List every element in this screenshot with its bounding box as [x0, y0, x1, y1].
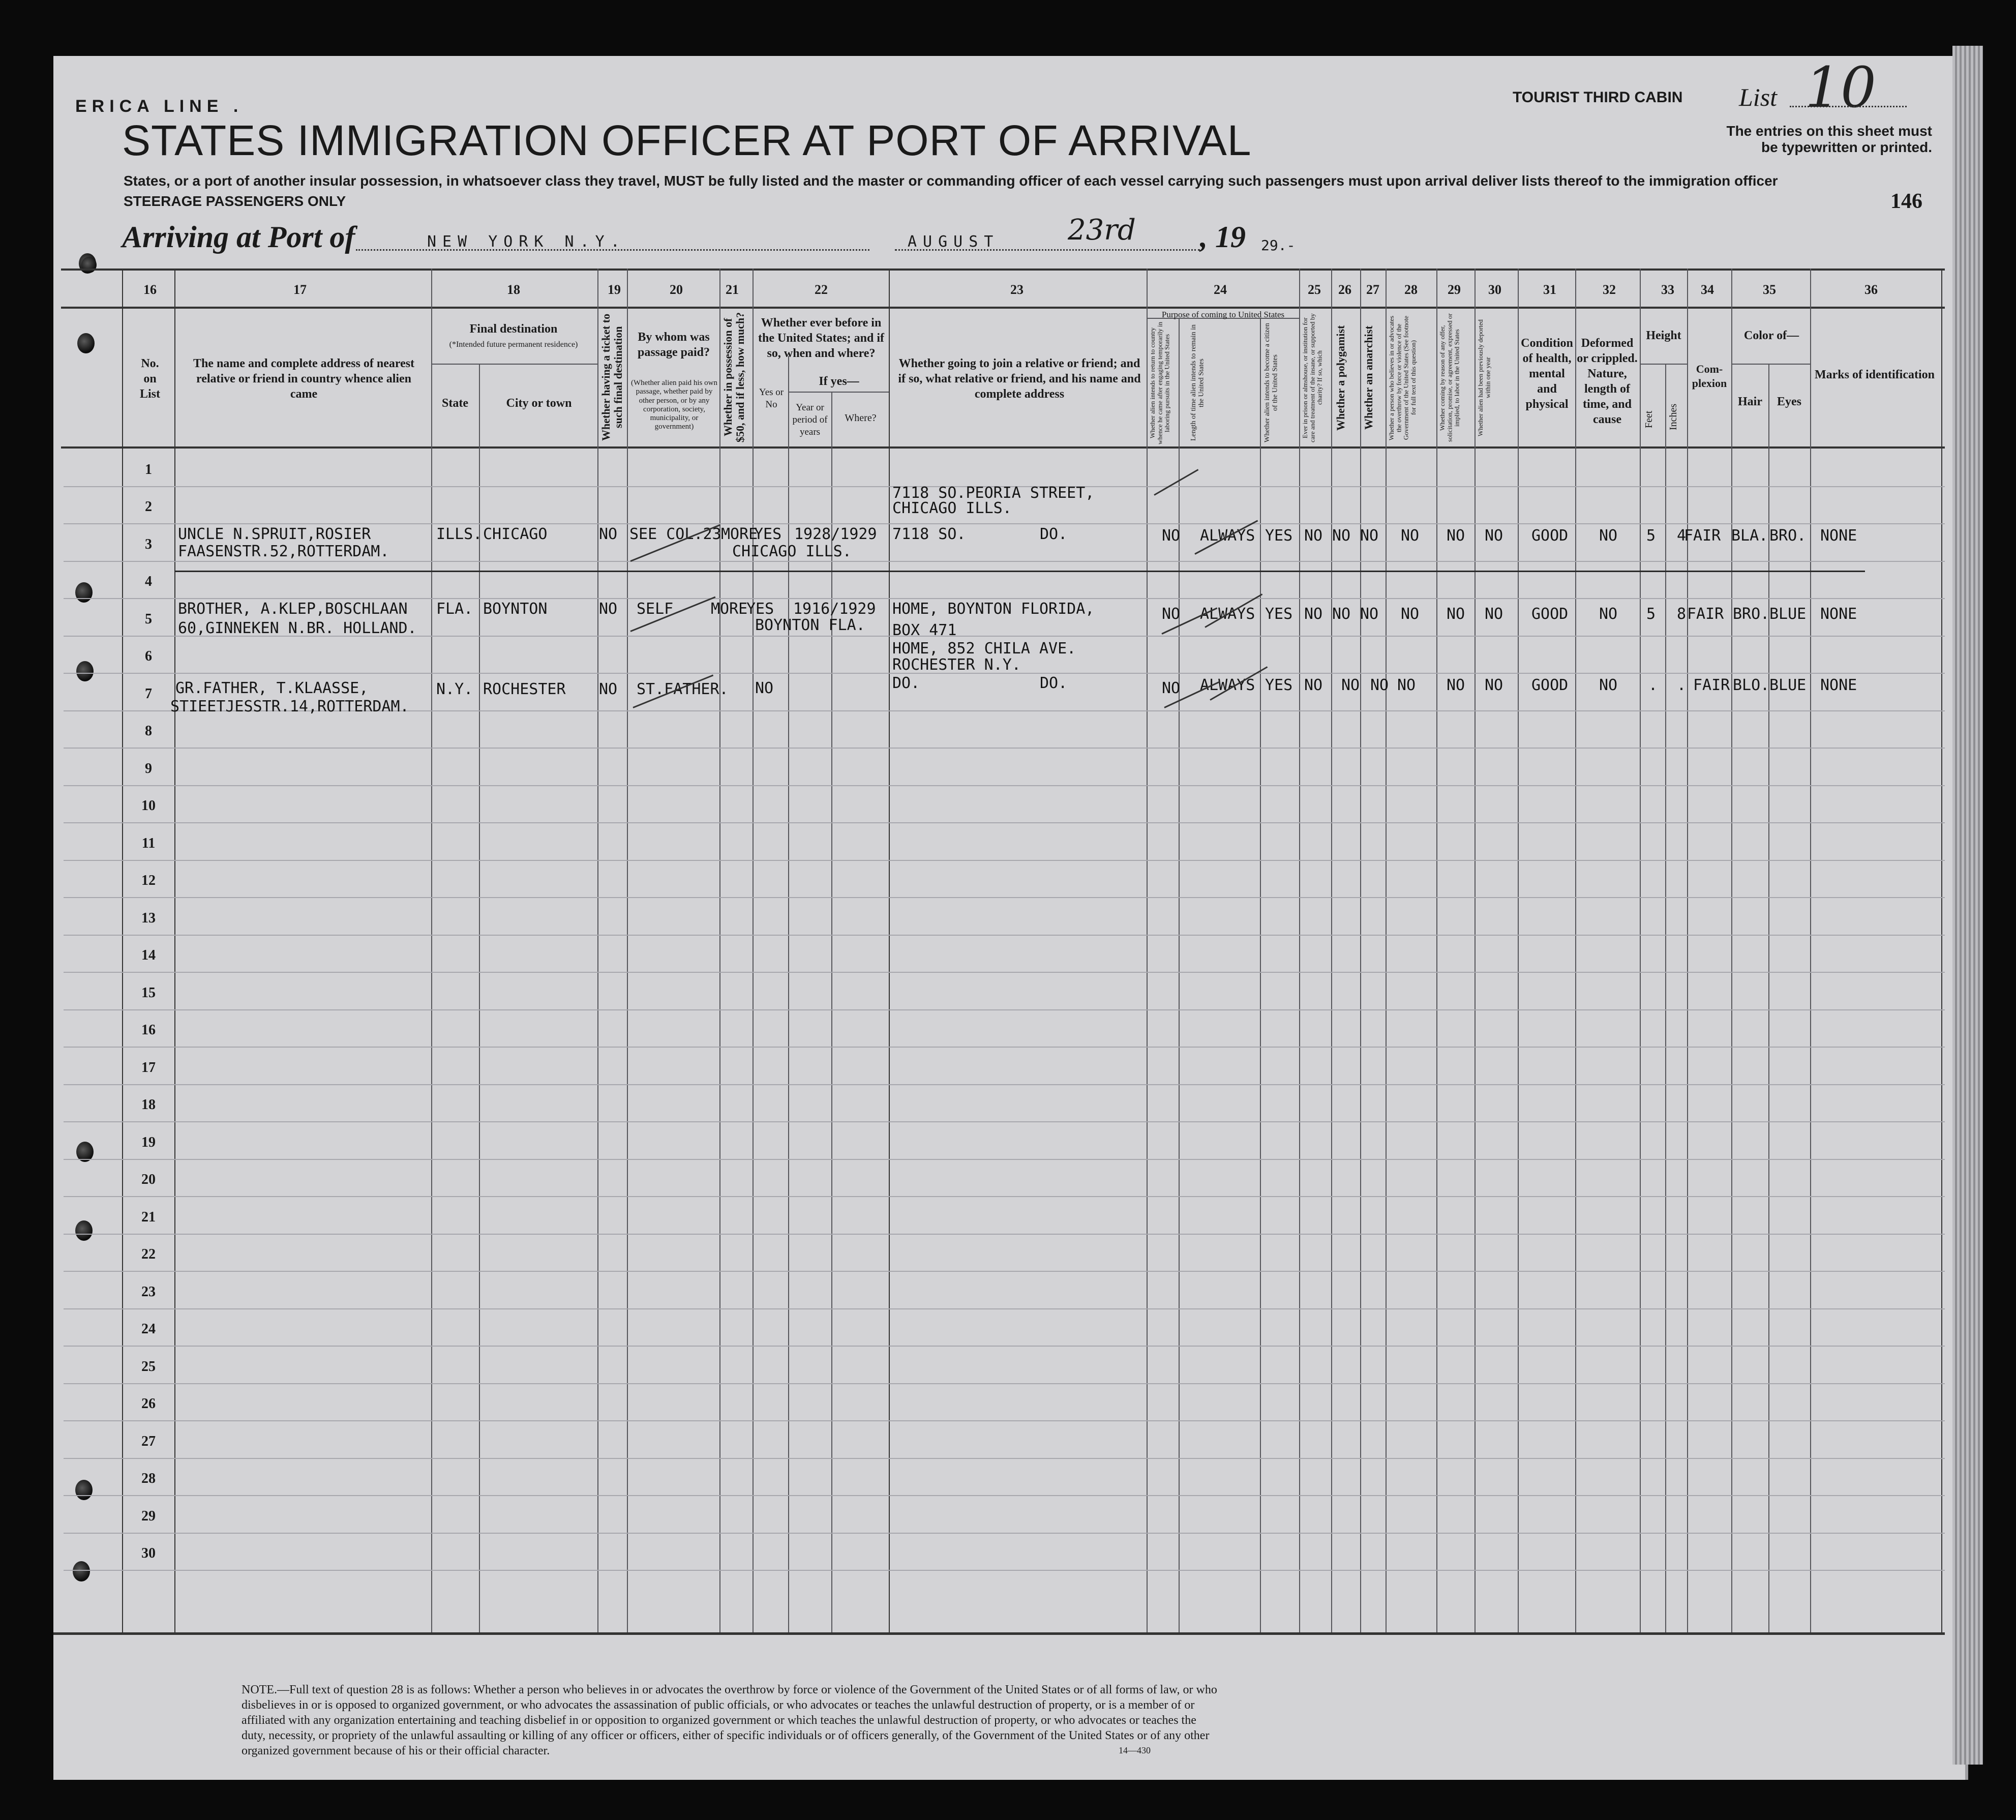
entry1-health: GOOD	[1531, 527, 1569, 545]
line-name: ERICA LINE .	[75, 97, 244, 116]
column-divider	[1331, 268, 1332, 1632]
entry1-complexion: FAIR	[1684, 527, 1721, 545]
day-value: 23rd	[1068, 214, 1136, 247]
col-number: 34	[1701, 282, 1714, 297]
entry2-c28: NO	[1401, 605, 1420, 623]
entry1-return: NO	[1162, 527, 1181, 545]
binder-hole	[77, 333, 95, 353]
row-number: 8	[145, 723, 152, 739]
binder-hole	[75, 582, 93, 603]
header-c30: Whether alien had been previously deported within one year	[1477, 319, 1492, 436]
entry1-where: CHICAGO ILLS.	[732, 543, 852, 560]
page-stack-edge	[1952, 46, 1983, 1765]
col-number: 23	[1010, 282, 1024, 297]
column-divider	[431, 268, 432, 1632]
entry3-citizen: YES	[1265, 676, 1293, 694]
header-ticket: Whether having a ticket to such final destination	[599, 313, 625, 441]
entry2-relative-2: 60,GINNEKEN N.BR. HOLLAND.	[178, 619, 417, 637]
list-number-line	[1790, 106, 1907, 107]
entry1-c28: NO	[1401, 527, 1420, 545]
row-line	[64, 1234, 1945, 1235]
column-divider	[627, 268, 628, 1632]
row-line	[64, 1570, 1945, 1571]
entry3-c25: NO	[1304, 676, 1323, 694]
row-number: 24	[141, 1321, 156, 1337]
entry2-join-1: HOME, BOYNTON FLORIDA,	[892, 600, 1095, 618]
table-header-bottom	[61, 446, 1945, 449]
row-line	[64, 523, 1945, 524]
row-number: 19	[141, 1135, 156, 1150]
entry3-relative-1: GR.FATHER, T.KLAASSE,	[175, 679, 369, 697]
month-value: AUGUST	[908, 233, 1000, 251]
row-line	[64, 1346, 1945, 1347]
header-deformed: Deformed or crippled. Nature, length of time, and cause	[1577, 337, 1638, 426]
header-final-destination: Final destination	[469, 322, 558, 336]
entry2-years: 1916/1929	[793, 600, 876, 618]
column-divider	[719, 268, 720, 1632]
row-number: 11	[141, 836, 156, 851]
entry2-paid-by: SELF	[637, 600, 674, 618]
binder-hole	[76, 661, 94, 681]
table-top-line	[61, 268, 1945, 271]
header-c29: Whether coming by reason of any offer, solicitation, promise, or agreement, expressed or implied, to labor in the United States	[1438, 313, 1461, 442]
column-divider	[597, 268, 598, 1632]
row-line	[64, 822, 1945, 823]
entry3-length: ALWAYS	[1200, 676, 1255, 694]
row-number: 21	[141, 1209, 156, 1225]
year-prefix: , 19	[1200, 220, 1246, 254]
col-number: 20	[670, 282, 683, 297]
entry2-eyes: BLUE	[1769, 605, 1807, 623]
entry2-c25: NO	[1304, 605, 1323, 623]
col-number: 18	[507, 282, 520, 297]
col-number: 35	[1763, 282, 1776, 297]
entry1-ticket: NO	[599, 525, 618, 543]
steerage-label: STEERAGE PASSENGERS ONLY	[124, 193, 346, 209]
entry1-deformed: NO	[1599, 527, 1618, 545]
entry1-marks: NONE	[1820, 527, 1857, 545]
column-divider	[1260, 318, 1261, 1632]
header-purpose-citizen: Whether alien intends to become a citizen of the United States	[1263, 323, 1279, 443]
row-number: 20	[141, 1172, 156, 1187]
col-number: 28	[1404, 282, 1418, 297]
row-line	[64, 1009, 1945, 1010]
list-number: 10	[1805, 55, 1876, 120]
column-divider	[1941, 268, 1942, 1632]
row-line	[64, 935, 1945, 936]
header-state: State	[442, 397, 468, 410]
footnote: NOTE.—Full text of question 28 is as follows: Whether a person who believes in or advocates the overthrow by force or violence of the Government of the United States or of all forms of law, or who disbelieves in or is opposed to organized government, or who advocates the assassination of public officials, or who advocates or teaches the unlawful destruction of property, or is a member of or affiliated with any organization entertaining and teaching disbelief in or opposition to organized government or which teaches the unlawful destruction of property, or who advocates or teaches the duty, necessity, or propriety of the unlawful assaulting or killing of any officer or officers, either of specific individuals or of officers generally, of the Government of the United States or of any other organized government because of his or their official character.	[242, 1683, 1217, 1757]
entry1-length: ALWAYS	[1200, 527, 1255, 545]
col-number: 27	[1366, 282, 1379, 297]
entry3-health: GOOD	[1531, 676, 1569, 694]
col-number: 17	[293, 282, 307, 297]
row-number: 6	[145, 648, 152, 664]
arriving-label: Arriving at Port of	[122, 220, 355, 254]
row-line	[64, 1533, 1945, 1534]
column-divider	[122, 268, 123, 1632]
entry3-city: ROCHESTER	[483, 680, 566, 698]
col-number: 16	[143, 282, 157, 297]
header-health: Condition of health, mental and physical	[1521, 337, 1573, 411]
page-title: STATES IMMIGRATION OFFICER AT PORT OF ARRIVAL	[122, 116, 1252, 164]
row-number: 17	[141, 1060, 156, 1076]
row-line	[64, 860, 1945, 861]
row-number: 4	[145, 574, 152, 589]
subtitle: States, or a port of another insular possession, in whatsoever class they travel, MUST be fully listed and the master or commanding officer of each vessel carrying such passengers must upon arrival deliver lists thereof to the immigration officer	[124, 173, 1778, 189]
column-divider	[174, 268, 175, 1632]
row-number: 14	[141, 947, 156, 963]
column-divider	[1731, 268, 1732, 1632]
entry1-city: CHICAGO	[483, 525, 548, 543]
row-line	[64, 1420, 1945, 1421]
row-line	[64, 1271, 1945, 1272]
row-line	[64, 1495, 1945, 1496]
col-number: 32	[1603, 282, 1616, 297]
entry1-join-1: 7118 SO.	[892, 525, 966, 543]
page-number: 146	[1890, 190, 1922, 213]
row-number: 29	[141, 1508, 156, 1524]
entry1-relative-1: UNCLE N.SPRUIT,ROSIER	[178, 525, 371, 543]
header-purpose-length: Length of time alien intends to remain in the United States	[1190, 324, 1206, 441]
port-value: NEW YORK N.Y.	[427, 233, 626, 251]
header-eyes: Eyes	[1777, 395, 1801, 408]
column-divider	[1665, 364, 1666, 1632]
col-number: 33	[1661, 282, 1674, 297]
entry3-c30: NO	[1485, 676, 1503, 694]
header-city: City or town	[506, 397, 572, 410]
entry2-feet: 5	[1646, 605, 1656, 623]
binder-hole	[73, 1561, 90, 1582]
entry3-feet: .	[1648, 676, 1658, 694]
entry2-where: BOYNTON FLA.	[755, 616, 865, 634]
entry3-paid-by: ST.FATHER.	[637, 680, 729, 698]
row-number: 30	[141, 1545, 156, 1561]
entry1-join-2: DO.	[1040, 525, 1068, 543]
row-line	[64, 1121, 1945, 1122]
entry1-c25: NO	[1304, 527, 1323, 545]
entry2-complexion: FAIR	[1687, 605, 1724, 623]
header-purpose-return: Whether alien intends to return to country whence he came after engaging temporarily in laboring pursuits in the United States	[1149, 321, 1171, 444]
entry2-ticket: NO	[599, 600, 618, 618]
entry2-citizen: YES	[1265, 605, 1293, 623]
manifest-sheet	[53, 56, 1968, 1780]
header-c27: Whether an anarchist	[1362, 325, 1375, 430]
col-number: 24	[1214, 282, 1227, 297]
entry2-deformed: NO	[1599, 605, 1618, 623]
entry3-return: NO	[1162, 679, 1181, 697]
entry3-c28: NO	[1397, 676, 1416, 694]
entry3-c26: NO	[1341, 676, 1360, 694]
entry2-hair: BRO.	[1733, 605, 1770, 623]
entry1-c27: NO	[1360, 527, 1379, 545]
header-by-whom: By whom was passage paid?	[637, 331, 710, 359]
row-number: 28	[141, 1471, 156, 1486]
row-line	[64, 785, 1945, 786]
entry1-eyes: BRO.	[1769, 527, 1807, 545]
entry3-marks: NONE	[1820, 676, 1857, 694]
entry3-inches: .	[1677, 676, 1687, 694]
entry1-hair: BLA.	[1731, 527, 1768, 545]
column-divider	[1518, 268, 1519, 1632]
row-line	[64, 748, 1945, 749]
row-number: 16	[141, 1022, 156, 1038]
row-line	[64, 1458, 1945, 1459]
header-color-of: Color of—	[1743, 329, 1799, 342]
header-final-destination-note: (*Intended future permanent residence)	[449, 340, 578, 349]
row-number: 22	[141, 1246, 156, 1262]
row-number: 12	[141, 873, 156, 888]
entry3-c27: NO	[1370, 676, 1389, 694]
entry2-state: FLA.	[436, 600, 473, 618]
entry-separator	[174, 571, 1865, 572]
header-by-whom-note: (Whether alien paid his own passage, whether paid by other person, or by any corporation, society, municipality, or government)	[631, 379, 717, 431]
col-number: 31	[1543, 282, 1556, 297]
entry3-hair: BLO.	[1733, 676, 1770, 694]
entry3-c29: NO	[1447, 676, 1465, 694]
entry1-paid-by: SEE COL.23	[629, 525, 721, 543]
column-divider	[1299, 268, 1300, 1632]
row-number: 9	[145, 761, 152, 777]
subheader-line	[431, 364, 597, 365]
col-number: 25	[1308, 282, 1321, 297]
entry3-relative-2: STIEETJESSTR.14,ROTTERDAM.	[170, 698, 409, 715]
form-code: 14—430	[1119, 1745, 1151, 1755]
entry1-join-pre2: CHICAGO ILLS.	[892, 499, 1012, 517]
header-c25: Ever in prison or almshouse, or institution for care and treatment of the insane, or supported by charity? If so, which	[1301, 313, 1323, 442]
column-divider	[1810, 268, 1811, 1632]
column-divider	[1179, 318, 1180, 1632]
header-inches: Inches	[1668, 403, 1679, 431]
header-marks: Marks of identification	[1815, 368, 1935, 381]
row-line	[64, 1047, 1945, 1048]
row-number: 18	[141, 1097, 156, 1113]
entry3-eyes: BLUE	[1769, 676, 1807, 694]
column-divider	[1768, 364, 1769, 1632]
column-divider	[1475, 268, 1476, 1632]
column-divider	[1436, 268, 1437, 1632]
entry1-money: MORE	[721, 525, 758, 543]
entry3-deformed: NO	[1599, 676, 1618, 694]
column-divider	[889, 268, 890, 1632]
col-number: 19	[608, 282, 621, 297]
entry2-c29: NO	[1447, 605, 1465, 623]
column-divider	[1360, 268, 1361, 1632]
entry1-feet: 5	[1646, 527, 1656, 545]
subheader-line	[1640, 364, 1687, 365]
header-ever-before: Whether ever before in the United States; and if so, when and where?	[758, 316, 884, 360]
header-where: Where?	[845, 412, 877, 424]
entry1-citizen: YES	[1265, 527, 1293, 545]
entry2-return: NO	[1162, 605, 1181, 623]
col-number: 36	[1864, 282, 1878, 297]
entry1-inches: 4	[1677, 527, 1687, 545]
typewritten-note: The entries on this sheet must be typewritten or printed.	[1726, 123, 1932, 155]
column-divider	[1386, 268, 1387, 1632]
header-c28: Whether a person who believes in or advocates the overthrow by force or violence of the Government of the United States (See footnote for full text of this question)	[1388, 315, 1417, 440]
col-number: 21	[726, 282, 739, 297]
row-number: 2	[145, 499, 152, 515]
entry2-health: GOOD	[1531, 605, 1569, 623]
header-hair: Hair	[1738, 395, 1762, 408]
header-complexion: Com- plexion	[1692, 363, 1727, 390]
entry2-inches: 8	[1677, 605, 1687, 623]
entry2-c27: NO	[1360, 605, 1379, 623]
entry1-c26: NO	[1332, 527, 1351, 545]
column-divider	[1575, 268, 1576, 1632]
col-number: 29	[1448, 282, 1461, 297]
column-divider	[479, 364, 480, 1632]
header-relative-address: The name and complete address of nearest relative or friend in country whence alien came	[193, 357, 415, 401]
row-line	[64, 897, 1945, 898]
header-yes-or-no: Yes or No	[759, 387, 784, 410]
column-divider	[1687, 268, 1688, 1632]
entry2-join-2: BOX 471	[892, 621, 957, 639]
row-number: 5	[145, 611, 152, 627]
row-number: 26	[141, 1396, 156, 1412]
entry2-money: MORE	[711, 600, 748, 618]
header-join-relative: Whether going to join a relative or friend; and if so, what relative or friend, and his name and complete address	[898, 357, 1141, 401]
header-no-on-list: No. on List	[139, 357, 160, 401]
row-line	[64, 1196, 1945, 1197]
binder-hole	[75, 1480, 93, 1500]
header-money: Whether in possession of $50, and if less, how much?	[721, 312, 747, 443]
col-number: 30	[1488, 282, 1501, 297]
header-c26: Whether a polygamist	[1334, 325, 1347, 431]
row-line	[64, 1084, 1945, 1085]
table-colnum-line	[61, 307, 1945, 309]
entry2-relative-1: BROTHER, A.KLEP,BOSCHLAAN	[178, 600, 408, 618]
column-divider	[753, 268, 754, 1632]
row-number: 7	[145, 686, 152, 702]
header-if-yes: If yes—	[819, 375, 859, 388]
entry1-state: ILLS.	[436, 525, 483, 543]
entry3-join-2: DO.	[1040, 674, 1068, 692]
row-number: 13	[141, 910, 156, 926]
row-number: 3	[145, 536, 152, 552]
entry2-length: ALWAYS	[1200, 605, 1255, 623]
row-line	[64, 1308, 1945, 1309]
column-divider	[1640, 268, 1641, 1632]
cabin-class: TOURIST THIRD CABIN	[1513, 89, 1683, 106]
binder-hole	[75, 1220, 93, 1241]
entry1-before: YES	[754, 525, 782, 543]
entry3-complexion: FAIR	[1693, 676, 1730, 694]
entry1-c29: NO	[1447, 527, 1465, 545]
column-divider	[831, 392, 832, 1632]
column-divider	[1147, 268, 1148, 1632]
entry3-before: NO	[755, 679, 774, 697]
entry3-join-pre2: ROCHESTER N.Y.	[892, 656, 1021, 674]
header-height: Height	[1646, 329, 1681, 342]
row-number: 15	[141, 985, 156, 1001]
entry3-state: N.Y.	[436, 680, 473, 698]
header-purpose: Purpose of coming to United States	[1161, 310, 1285, 319]
header-feet: Feet	[1643, 410, 1654, 429]
entry1-c30: NO	[1485, 527, 1503, 545]
col-number: 22	[815, 282, 828, 297]
entry3-join-pre: HOME, 852 CHILA AVE.	[892, 640, 1076, 658]
table-bottom-line	[53, 1632, 1945, 1635]
row-line	[64, 1159, 1945, 1160]
header-year-period: Year or period of years	[792, 402, 828, 437]
list-label: List	[1739, 83, 1778, 111]
row-line	[64, 561, 1945, 562]
binder-hole	[81, 257, 97, 273]
entry2-before: YES	[746, 600, 774, 618]
row-number: 10	[141, 798, 156, 814]
entry2-marks: NONE	[1820, 605, 1857, 623]
subheader-line	[788, 392, 889, 393]
entry2-c30: NO	[1485, 605, 1503, 623]
entry2-city: BOYNTON	[483, 600, 548, 618]
entry1-join-pre: 7118 SO.PEORIA STREET,	[892, 484, 1095, 502]
row-line	[64, 972, 1945, 973]
col-number: 26	[1338, 282, 1351, 297]
row-number: 27	[141, 1434, 156, 1449]
entry2-c26: NO	[1332, 605, 1351, 623]
row-number: 25	[141, 1359, 156, 1375]
entry3-ticket: NO	[599, 680, 618, 698]
subheader-line	[1731, 364, 1810, 365]
entry1-relative-2: FAASENSTR.52,ROTTERDAM.	[178, 543, 389, 560]
row-line	[64, 1383, 1945, 1384]
row-line	[64, 598, 1945, 599]
year-suffix: 29.-	[1261, 237, 1296, 254]
row-number: 1	[145, 462, 152, 478]
entry1-years: 1928/1929	[794, 525, 877, 543]
row-number: 23	[141, 1284, 156, 1300]
entry3-join-1: DO.	[892, 674, 920, 692]
